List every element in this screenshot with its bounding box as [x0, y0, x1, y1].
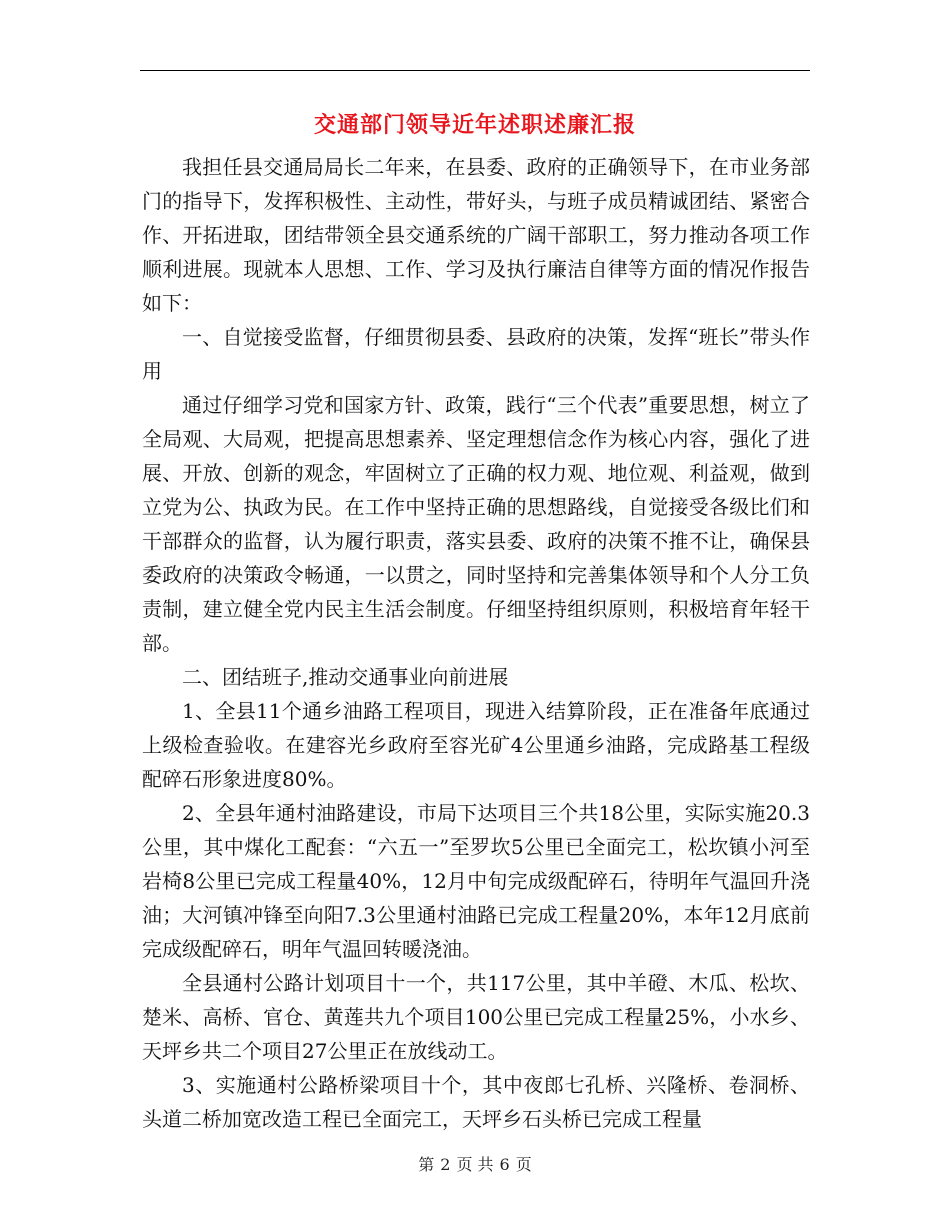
paragraph-item-2: 2、全县年通村油路建设，市局下达项目三个共18公里，实际实施20.3公里，其中煤化工配套：“六五一”至罗坎5公里已全面完工，松坎镇小河至岩椅8公里已完成工程量40%，12月中旬完成级配碎石，待明年气温回升浇油；大河镇冲锋至向阳7.3公里通村油路已完成工程量20%，本年12月底前完成级配碎石，明年气温回转暖浇油。 — [142, 801, 810, 961]
footer-page-number: 2 — [440, 1155, 451, 1174]
paragraph-village-roads: 全县通村公路计划项目十一个，共117公里，其中羊磴、木瓜、松坎、楚米、高桥、官仓、黄莲共九个项目100公里已完成工程量25%，小水乡、天坪乡共二个项目27公里正在放线动工。 — [142, 971, 810, 1063]
footer-suffix: 页 — [515, 1155, 532, 1174]
section-heading-2: 二、团结班子,推动交通事业向前进展 — [182, 665, 509, 689]
footer-mid: 页 共 — [456, 1155, 494, 1174]
paragraph-item-3: 3、实施通村公路桥梁项目十个，其中夜郎七孔桥、兴隆桥、卷洞桥、头道二桥加宽改造工程已全面完工，天坪乡石头桥已完成工程量 — [142, 1073, 810, 1131]
footer-prefix: 第 — [418, 1155, 435, 1174]
paragraph-section-1: 通过仔细学习党和国家方针、政策，践行“三个代表”重要思想，树立了全局观、大局观，把提高思想素养、坚定理想信念作为核心内容，强化了进展、开放、创新的观念，牢固树立了正确的权力观、地位观、利益观，做到立党为公、执政为民。在工作中坚持正确的思想路线，自觉接受各级比们和干部群众的监督，认为履行职责，落实县委、政府的决策不推不让，确保县委政府的决策政令畅通，一以贯之，同时坚持和完善集体领导和个人分工负责制，建立健全党内民主生活会制度。仔细坚持组织原则，积极培育年轻干部。 — [142, 393, 810, 655]
document-body — [142, 150, 810, 1136]
header-rule — [140, 70, 810, 71]
footer-total-pages: 6 — [499, 1155, 510, 1174]
section-heading-1: 一、自觉接受监督，仔细贯彻县委、县政府的决策，发挥“班长”带头作用 — [142, 325, 810, 383]
paragraph-item-1: 1、全县11个通乡油路工程项目，现进入结算阶段，正在准备年底通过上级检查验收。在建容光乡政府至容光矿4公里通乡油路，完成路基工程级配碎石形象进度80%。 — [142, 699, 810, 791]
page-footer — [0, 1152, 950, 1175]
document-title: 交通部门领导近年述职述廉汇报 — [313, 112, 636, 138]
paragraph-intro: 我担任县交通局局长二年来，在县委、政府的正确领导下，在市业务部门的指导下，发挥积极性、主动性，带好头，与班子成员精诚团结、紧密合作、开拓进取，团结带领全县交通系统的广阔干部职工，努力推动各项工作顺利进展。现就本人思想、工作、学习及执行廉洁自律等方面的情况作报告如下： — [142, 155, 810, 315]
